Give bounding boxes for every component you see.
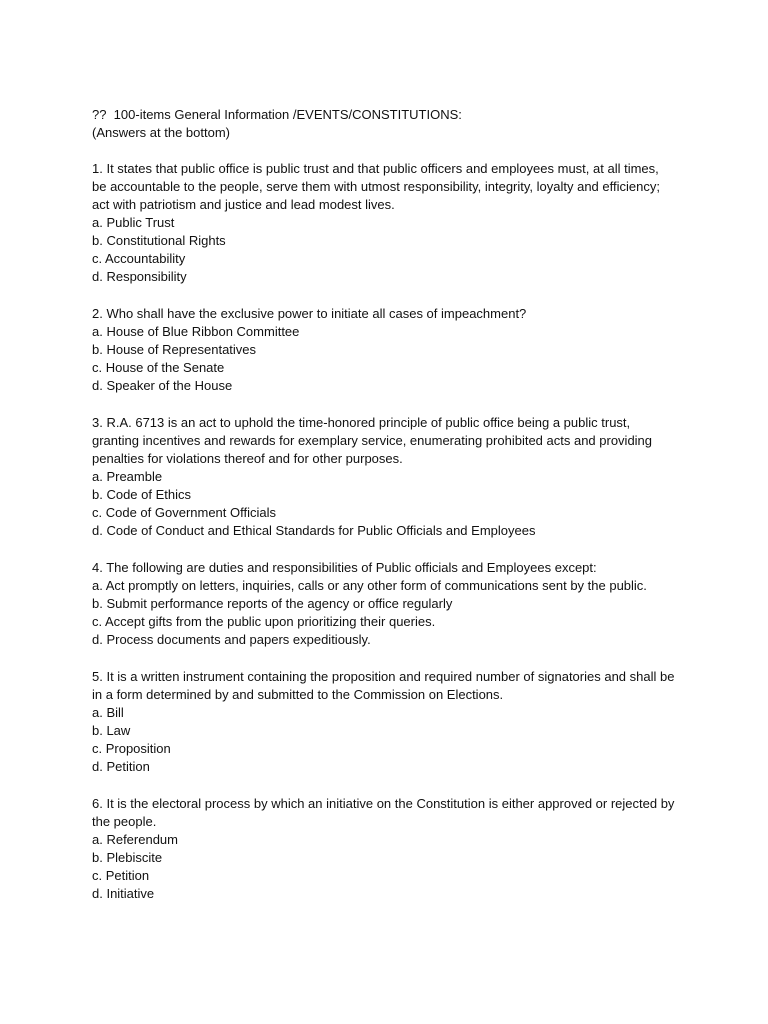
option-a: a. House of Blue Ribbon Committee: [92, 324, 300, 339]
question-6: [92, 795, 676, 903]
option-b: b. Law: [92, 723, 131, 738]
document-header: [92, 106, 676, 142]
option-b: b. Constitutional Rights: [92, 233, 226, 248]
option-c: c. Accept gifts from the public upon prioritizing their queries.: [92, 614, 436, 629]
document-subtitle: (Answers at the bottom): [92, 125, 230, 140]
option-d: d. Speaker of the House: [92, 378, 233, 393]
document-page: [92, 106, 676, 922]
question-text: 5. It is a written instrument containing the proposition and required number of signatories and shall be in a form determined by and submitted to the Commission on Elections.: [92, 669, 675, 702]
question-1: [92, 160, 676, 286]
question-4: [92, 559, 676, 649]
option-list: [92, 468, 676, 540]
option-a: a. Public Trust: [92, 215, 175, 230]
option-c: c. Code of Government Officials: [92, 505, 277, 520]
option-c: c. Petition: [92, 868, 150, 883]
document-title: ?? 100-items General Information /EVENTS/CONSTITUTIONS:: [92, 107, 462, 122]
option-c: c. Accountability: [92, 251, 186, 266]
question-3: [92, 414, 676, 540]
option-list: [92, 704, 676, 776]
question-text: 1. It states that public office is public trust and that public officers and employees must, at all times, be accountable to the people, serve them with utmost responsibility, integrity, loyalty and efficiency; act with patriotism and justice and lead modest lives.: [92, 161, 660, 212]
option-list: [92, 831, 676, 903]
option-d: d. Process documents and papers expeditiously.: [92, 632, 371, 647]
option-c: c. House of the Senate: [92, 360, 225, 375]
option-d: d. Responsibility: [92, 269, 187, 284]
option-c: c. Proposition: [92, 741, 171, 756]
question-5: [92, 668, 676, 776]
option-a: a. Referendum: [92, 832, 178, 847]
option-list: [92, 577, 676, 649]
question-text: 2. Who shall have the exclusive power to initiate all cases of impeachment?: [92, 306, 527, 321]
option-d: d. Initiative: [92, 886, 155, 901]
option-d: d. Code of Conduct and Ethical Standards for Public Officials and Employees: [92, 523, 536, 538]
option-d: d. Petition: [92, 759, 150, 774]
option-list: [92, 323, 676, 395]
question-2: [92, 305, 676, 395]
question-text: 4. The following are duties and responsibilities of Public officials and Employees except:: [92, 560, 597, 575]
option-list: [92, 214, 676, 286]
option-b: b. Submit performance reports of the agency or office regularly: [92, 596, 453, 611]
option-b: b. Code of Ethics: [92, 487, 191, 502]
option-a: a. Act promptly on letters, inquiries, calls or any other form of communications sent by the public.: [92, 578, 647, 593]
question-text: 3. R.A. 6713 is an act to uphold the time-honored principle of public office being a public trust, granting incentives and rewards for exemplary service, enumerating prohibited acts and providing penalties for violations thereof and for other purposes.: [92, 415, 653, 466]
question-text: 6. It is the electoral process by which an initiative on the Constitution is either approved or rejected by the people.: [92, 796, 675, 829]
option-a: a. Preamble: [92, 469, 163, 484]
option-b: b. Plebiscite: [92, 850, 163, 865]
option-b: b. House of Representatives: [92, 342, 257, 357]
option-a: a. Bill: [92, 705, 124, 720]
